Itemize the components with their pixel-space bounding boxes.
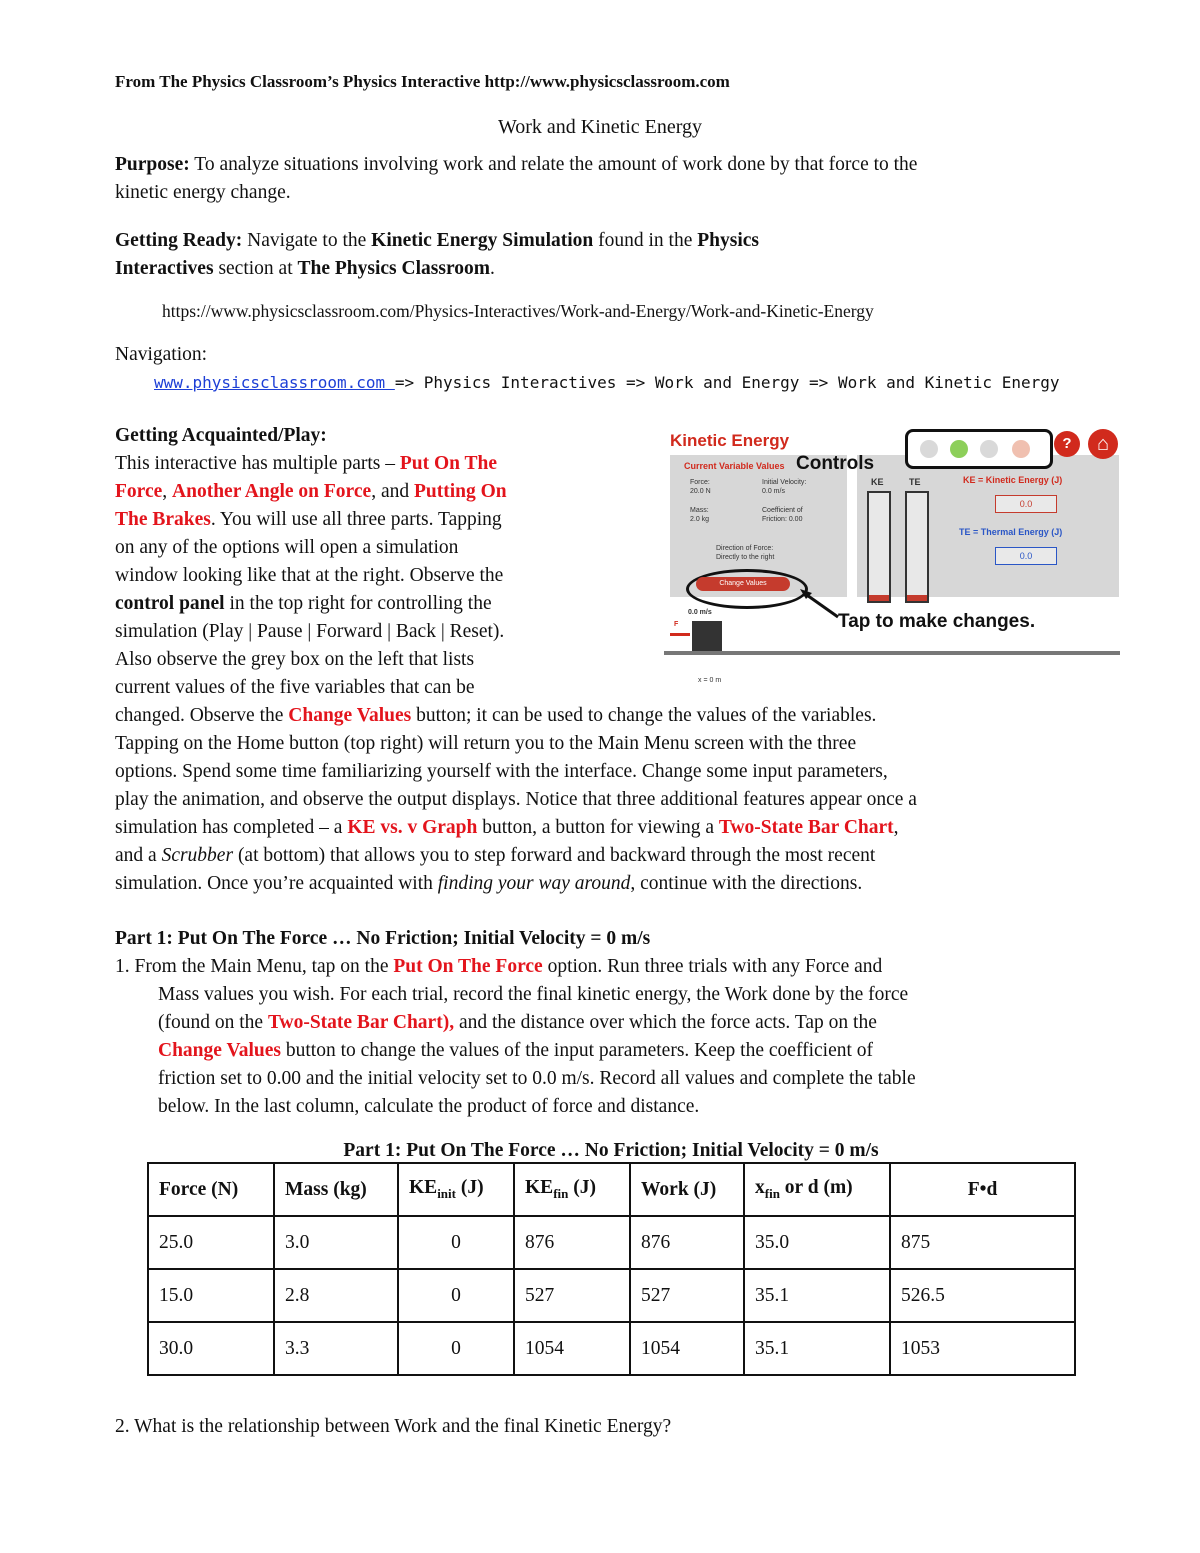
ground-line bbox=[664, 651, 1120, 655]
gr-text-a: Navigate to the bbox=[242, 230, 372, 251]
document-header: From The Physics Classroom’s Physics Interactive http://www.physicsclassroom.com bbox=[115, 72, 730, 91]
acq-text: simulation. Once you’re acquainted with bbox=[115, 873, 438, 894]
cell-distance[interactable]: 35.1 bbox=[744, 1322, 890, 1375]
controls-callout: Controls bbox=[796, 453, 875, 474]
q1-text: and the distance over which the force acts. Tap on the bbox=[454, 1012, 877, 1033]
panel-header: Current Variable Values bbox=[684, 461, 785, 471]
acq-text: . You will use all three parts. Tapping bbox=[210, 509, 502, 530]
cell-ke-fin[interactable]: 1054 bbox=[514, 1322, 630, 1375]
ke-text: KE bbox=[409, 1177, 438, 1199]
acq-text: button; it can be used to change the values of the variables. bbox=[411, 705, 877, 726]
mass-label: Mass: bbox=[690, 507, 709, 514]
cell-ke-init[interactable]: 0 bbox=[398, 1216, 514, 1269]
cell-work[interactable]: 527 bbox=[630, 1269, 744, 1322]
cell-fd[interactable]: 875 bbox=[890, 1216, 1075, 1269]
q1-line-3 bbox=[158, 1012, 877, 1034]
acq-text: , bbox=[162, 481, 173, 502]
ke-legend: KE = Kinetic Energy (J) bbox=[963, 475, 1063, 485]
col-force: Force (N) bbox=[148, 1163, 274, 1216]
data-table bbox=[147, 1162, 1076, 1376]
acq-line-15 bbox=[115, 845, 875, 867]
control-panel bbox=[905, 429, 1053, 469]
acq-line-3 bbox=[115, 509, 502, 531]
change-values-button[interactable]: Change Values bbox=[696, 577, 790, 591]
q1-line-5: friction set to 0.00 and the initial velocity set to 0.0 m/s. Record all values and complete the table bbox=[158, 1068, 916, 1089]
q1-text: option. Run three trials with any Force and bbox=[542, 956, 883, 977]
tap-callout: Tap to make changes. bbox=[838, 611, 1036, 632]
col-mass: Mass (kg) bbox=[274, 1163, 398, 1216]
ke-text: KE bbox=[525, 1177, 554, 1199]
gr-text-d: . bbox=[490, 258, 495, 279]
col-ke-fin bbox=[514, 1163, 630, 1216]
gr-bold-d: The Physics Classroom bbox=[297, 258, 490, 279]
acq-red: Change Values bbox=[288, 705, 412, 726]
x-text: x bbox=[755, 1177, 765, 1199]
acq-red: Force bbox=[115, 481, 163, 502]
te-legend: TE = Thermal Energy (J) bbox=[959, 527, 1063, 537]
gr-bold-b: Physics bbox=[697, 230, 759, 251]
sim-block bbox=[692, 621, 722, 651]
unit-j: (J) bbox=[568, 1177, 596, 1199]
acq-text: , bbox=[893, 817, 899, 838]
acq-line-16 bbox=[115, 873, 862, 895]
q1-red: Two-State Bar Chart), bbox=[267, 1012, 455, 1033]
acq-text: This interactive has multiple parts – bbox=[115, 453, 400, 474]
fin-sub: fin bbox=[764, 1185, 780, 1201]
cell-mass[interactable]: 2.8 bbox=[274, 1269, 398, 1322]
q1-text: 1. From the Main Menu, tap on the bbox=[115, 956, 394, 977]
cell-ke-init[interactable]: 0 bbox=[398, 1322, 514, 1375]
acq-line-5: window looking like that at the right. Observe the bbox=[115, 565, 504, 586]
ke-bar-label: KE bbox=[871, 477, 884, 487]
part1-heading: Part 1: Put On The Force … No Friction; Initial Velocity = 0 m/s bbox=[115, 928, 651, 949]
page-title: Work and Kinetic Energy bbox=[497, 116, 703, 138]
cell-force[interactable]: 30.0 bbox=[148, 1322, 274, 1375]
navigation-label: Navigation: bbox=[115, 344, 208, 365]
cell-mass[interactable]: 3.0 bbox=[274, 1216, 398, 1269]
unit-j: (J) bbox=[455, 1177, 484, 1199]
gr-text-c: section at bbox=[213, 258, 298, 279]
te-bar bbox=[905, 491, 929, 603]
fin-sub: fin bbox=[553, 1185, 569, 1201]
acq-red: Two-State Bar Chart bbox=[718, 817, 894, 838]
te-bar-label: TE bbox=[909, 477, 921, 487]
purpose-line-1 bbox=[115, 154, 917, 176]
acq-text: (at bottom) that allows you to step forward and backward through the most recent bbox=[233, 845, 876, 866]
acq-line-9: current values of the five variables that can be bbox=[115, 677, 475, 698]
cell-ke-init[interactable]: 0 bbox=[398, 1269, 514, 1322]
getting-ready-line-2 bbox=[115, 258, 495, 280]
coef-value: Friction: 0.00 bbox=[762, 516, 803, 523]
figure-title: Kinetic Energy bbox=[670, 431, 790, 450]
ke-bar bbox=[867, 491, 891, 603]
cell-fd[interactable]: 1053 bbox=[890, 1322, 1075, 1375]
acq-line-8: Also observe the grey box on the left that lists bbox=[115, 649, 475, 670]
table-header-row bbox=[148, 1163, 1075, 1216]
simulation-figure bbox=[664, 425, 1124, 695]
cell-work[interactable]: 876 bbox=[630, 1216, 744, 1269]
q1-line-1 bbox=[115, 956, 882, 978]
back-icon[interactable] bbox=[920, 440, 938, 458]
simulation-url[interactable]: https://www.physicsclassroom.com/Physics-Interactives/Work-and-Energy/Work-and-Kinetic-Energy bbox=[162, 301, 874, 321]
te-value: 0.0 bbox=[995, 547, 1057, 565]
q1-text: button to change the values of the input parameters. Keep the coefficient of bbox=[281, 1040, 874, 1061]
acq-line-14 bbox=[115, 817, 899, 839]
force-arrow-icon bbox=[670, 633, 690, 636]
acq-bold: control panel bbox=[115, 593, 225, 614]
col-distance bbox=[744, 1163, 890, 1216]
navigation-path-text: => Physics Interactives => Work and Energy => Work and Kinetic Energy bbox=[394, 373, 1060, 392]
position-readout: x = 0 m bbox=[698, 677, 722, 684]
home-icon[interactable]: ⌂ bbox=[1088, 429, 1118, 459]
coef-label: Coefficient of bbox=[762, 507, 803, 514]
acq-red: KE vs. v Graph bbox=[347, 817, 478, 838]
acq-line-4: on any of the options will open a simulation bbox=[115, 537, 459, 558]
ke-value: 0.0 bbox=[995, 495, 1057, 513]
acq-red: The Brakes bbox=[115, 509, 211, 530]
cell-distance[interactable]: 35.1 bbox=[744, 1269, 890, 1322]
question-2: 2. What is the relationship between Work and the final Kinetic Energy? bbox=[115, 1416, 672, 1437]
acq-italic: Scrubber bbox=[161, 845, 234, 866]
speed-readout: 0.0 m/s bbox=[688, 609, 712, 616]
navigation-path bbox=[154, 373, 1060, 392]
col-work: Work (J) bbox=[630, 1163, 744, 1216]
acquainted-label: Getting Acquainted/Play: bbox=[115, 425, 327, 446]
acq-text: simulation has completed – a bbox=[115, 817, 348, 838]
col-ke-init bbox=[398, 1163, 514, 1216]
energy-panel bbox=[857, 455, 1119, 597]
acq-red: Putting On bbox=[413, 481, 507, 502]
cell-ke-fin[interactable]: 527 bbox=[514, 1269, 630, 1322]
acq-line-12: options. Spend some time familiarizing yourself with the interface. Change some input parameters, bbox=[115, 761, 888, 782]
gr-bold-a: Kinetic Energy Simulation bbox=[371, 230, 594, 251]
acq-line-11: Tapping on the Home button (top right) will return you to the Main Menu screen with the three bbox=[115, 733, 857, 754]
force-tag: F bbox=[674, 621, 679, 628]
cell-distance[interactable]: 35.0 bbox=[744, 1216, 890, 1269]
acq-line-6 bbox=[115, 593, 492, 615]
init-vel-value: 0.0 m/s bbox=[762, 488, 785, 495]
play-icon[interactable] bbox=[950, 440, 968, 458]
acq-line-10 bbox=[115, 705, 876, 727]
getting-ready-line-1 bbox=[115, 230, 759, 252]
col-fd: F•d bbox=[890, 1163, 1075, 1216]
q1-line-2: Mass values you wish. For each trial, record the final kinetic energy, the Work done by the force bbox=[158, 984, 909, 1005]
acq-text: button, a button for viewing a bbox=[477, 817, 719, 838]
cell-force[interactable]: 15.0 bbox=[148, 1269, 274, 1322]
acq-italic: finding your way around bbox=[437, 873, 631, 894]
direction-label: Direction of Force: bbox=[716, 545, 774, 552]
acq-line-13: play the animation, and observe the output displays. Notice that three additional features appear once a bbox=[115, 789, 917, 810]
q1-line-4 bbox=[158, 1040, 873, 1062]
table-row bbox=[148, 1269, 1075, 1322]
acq-red: Put On The bbox=[399, 453, 498, 474]
navigation-link[interactable]: www.physicsclassroom.com bbox=[154, 373, 395, 392]
init-sub: init bbox=[437, 1185, 456, 1201]
cell-mass[interactable]: 3.3 bbox=[274, 1322, 398, 1375]
table-row bbox=[148, 1322, 1075, 1375]
acq-text: , continue with the directions. bbox=[630, 873, 863, 894]
forward-icon[interactable] bbox=[980, 440, 998, 458]
callout-arrow-icon bbox=[798, 587, 842, 621]
reset-icon[interactable] bbox=[1012, 440, 1030, 458]
cell-ke-fin[interactable]: 876 bbox=[514, 1216, 630, 1269]
acq-line-1 bbox=[115, 453, 497, 475]
acq-text: , and bbox=[371, 481, 414, 502]
direction-value: Directly to the right bbox=[716, 554, 775, 561]
cell-force[interactable]: 25.0 bbox=[148, 1216, 274, 1269]
q1-text: (found on the bbox=[158, 1012, 268, 1033]
purpose-text: To analyze situations involving work and relate the amount of work done by that force to the bbox=[189, 154, 918, 175]
cell-fd[interactable]: 526.5 bbox=[890, 1269, 1075, 1322]
purpose-label: Purpose: bbox=[115, 154, 190, 175]
cell-work[interactable]: 1054 bbox=[630, 1322, 744, 1375]
gr-text-b: found in the bbox=[593, 230, 698, 251]
acq-text: and a bbox=[115, 845, 162, 866]
acq-red: Another Angle on Force bbox=[172, 481, 372, 502]
init-vel-label: Initial Velocity: bbox=[762, 479, 807, 486]
gr-bold-c: Interactives bbox=[115, 258, 214, 279]
q1-line-6: below. In the last column, calculate the product of force and distance. bbox=[158, 1096, 700, 1117]
q1-red: Put On The Force bbox=[393, 956, 543, 977]
x-rest: or d (m) bbox=[779, 1177, 853, 1199]
table-row bbox=[148, 1216, 1075, 1269]
purpose-line-2: kinetic energy change. bbox=[115, 182, 291, 203]
getting-ready-label: Getting Ready: bbox=[115, 230, 243, 251]
force-value: 20.0 N bbox=[690, 488, 711, 495]
q1-red: Change Values bbox=[158, 1040, 281, 1061]
mass-value: 2.0 kg bbox=[690, 516, 710, 523]
acq-line-2 bbox=[115, 481, 507, 503]
acq-text: in the top right for controlling the bbox=[224, 593, 492, 614]
acq-line-7: simulation (Play | Pause | Forward | Back | Reset). bbox=[115, 621, 505, 642]
help-icon[interactable]: ? bbox=[1054, 431, 1080, 457]
acq-text: changed. Observe the bbox=[115, 705, 289, 726]
table-caption: Part 1: Put On The Force … No Friction; Initial Velocity = 0 m/s bbox=[343, 1140, 879, 1161]
force-label: Force: bbox=[690, 479, 710, 486]
